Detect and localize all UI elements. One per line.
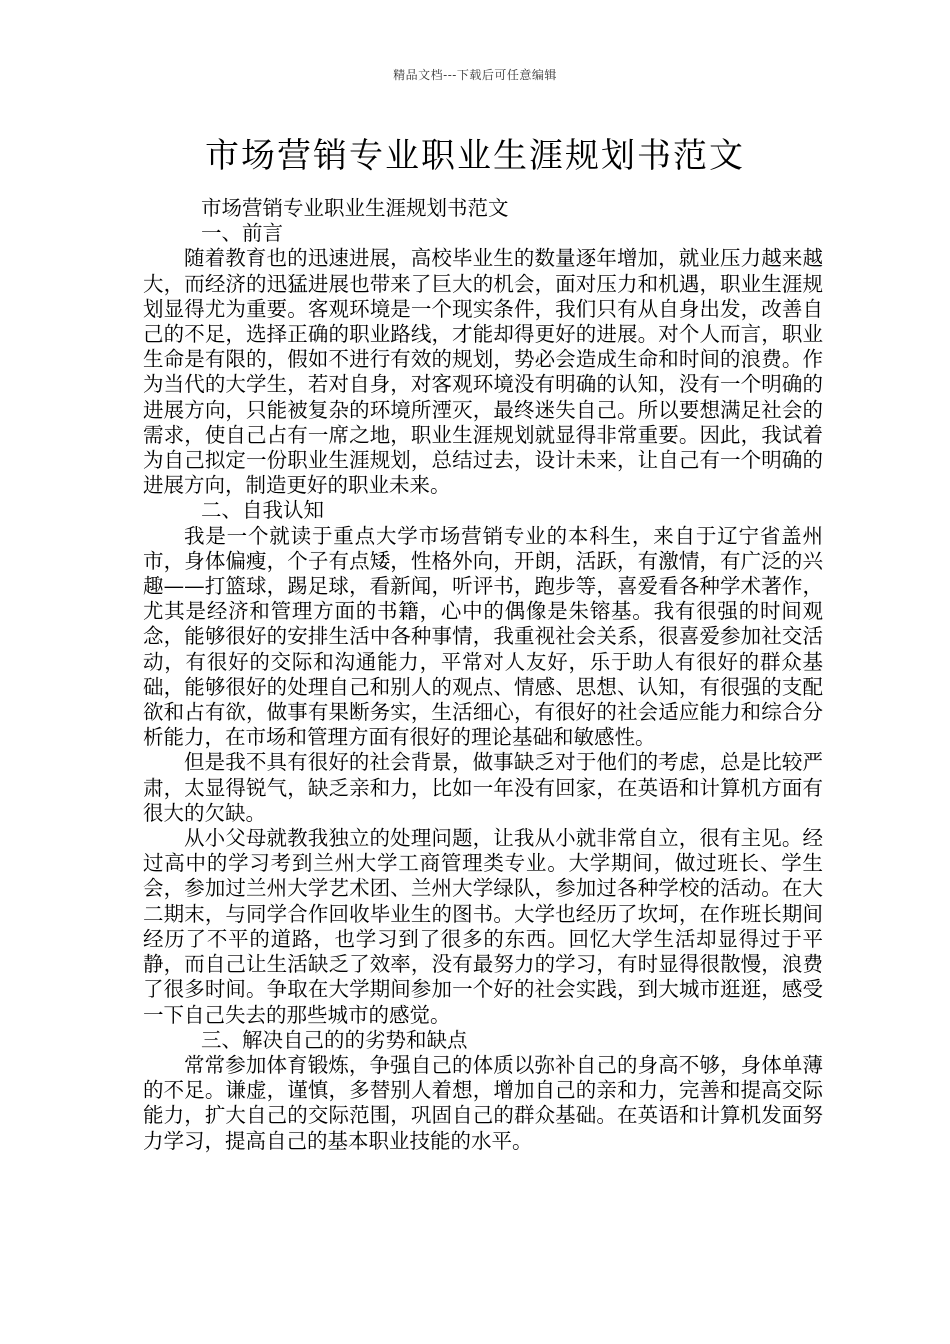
section-heading-preface: 一、前言 xyxy=(201,221,283,246)
document-body xyxy=(143,196,823,1154)
section-heading-weaknesses: 三、解决自己的的劣势和缺点 xyxy=(201,1027,468,1052)
section-heading-self-awareness: 二、自我认知 xyxy=(201,498,324,523)
document-title: 市场营销专业职业生涯规划书范文 xyxy=(205,136,745,176)
paragraph-self-awareness-3: 从小父母就教我独立的处理问题，让我从小就非常自立，很有主见。经过高中的学习考到兰州大学工商管理类专业。大学期间，做过班长、学生会，参加过兰州大学艺术团、兰州大学绿队，参加过各种学校的活动。在大二期末，与同学合作回收毕业生的图书。大学也经历了坎坷，在作班长期间经历了不平的道路，也学习到了很多的东西。回忆大学生活却显得过于平静，而自己让生活缺乏了效率，没有最努力的学习，有时显得很散慢，浪费了很多时间。争取在大学期间参加一个好的社会实践，到大城市逛逛，感受一下自己失去的那些城市的感觉。 xyxy=(143,826,823,1027)
paragraph-preface: 随着教育也的迅速进展，高校毕业生的数量逐年增加，就业压力越来越大，而经济的迅猛进展也带来了巨大的机会，面对压力和机遇，职业生涯规划显得尤为重要。客观环境是一个现实条件，我们只有从自身出发，改善自己的不足，选择正确的职业路线，才能却得更好的进展。对个人而言，职业生命是有限的，假如不进行有效的规划，势必会造成生命和时间的浪费。作为当代的大学生，若对自身，对客观环境没有明确的认知，没有一个明确的进展方向，只能被复杂的环境所湮灭，最终迷失自己。所以要想满足社会的需求，使自己占有一席之地，职业生涯规划就显得非常重要。因此，我试着为自己拟定一份职业生涯规划，总结过去，设计未来，让自己有一个明确的进展方向，制造更好的职业未来。 xyxy=(143,246,823,498)
paragraph-self-awareness-1: 我是一个就读于重点大学市场营销专业的本科生，来自于辽宁省盖州市，身体偏瘦，个子有点矮，性格外向，开朗，活跃，有激情，有广泛的兴趣——打篮球，踢足球，看新闻，听评书，跑步等，喜爱看各种学术著作，尤其是经济和管理方面的书籍，心中的偶像是朱镕基。我有很强的时间观念，能够很好的安排生活中各种事情，我重视社会关系，很喜爱参加社交活动，有很好的交际和沟通能力，平常对人友好，乐于助人有很好的群众基础，能够很好的处理自己和别人的观点、情感、思想、认知，有很强的支配欲和占有欲，做事有果断务实，生活细心，有很好的社会适应能力和综合分析能力，在市场和管理方面有很好的理论基础和敏感性。 xyxy=(143,523,823,750)
paragraph-self-awareness-2: 但是我不具有很好的社会背景，做事缺乏对于他们的考虑，总是比较严肃，太显得锐气，缺乏亲和力，比如一年没有回家，在英语和计算机方面有很大的欠缺。 xyxy=(143,750,823,825)
document-subtitle: 市场营销专业职业生涯规划书范文 xyxy=(201,196,509,220)
paragraph-weaknesses: 常常参加体育锻炼，争强自己的体质以弥补自己的身高不够，身体单薄的不足。谦虚，谨慎，多替别人着想，增加自己的亲和力，完善和提高交际能力，扩大自己的交际范围，巩固自己的群众基础。在英语和计算机发面努力学习，提高自己的基本职业技能的水平。 xyxy=(143,1052,823,1153)
header-note: 精品文档---下载后可任意编辑 xyxy=(393,68,557,82)
